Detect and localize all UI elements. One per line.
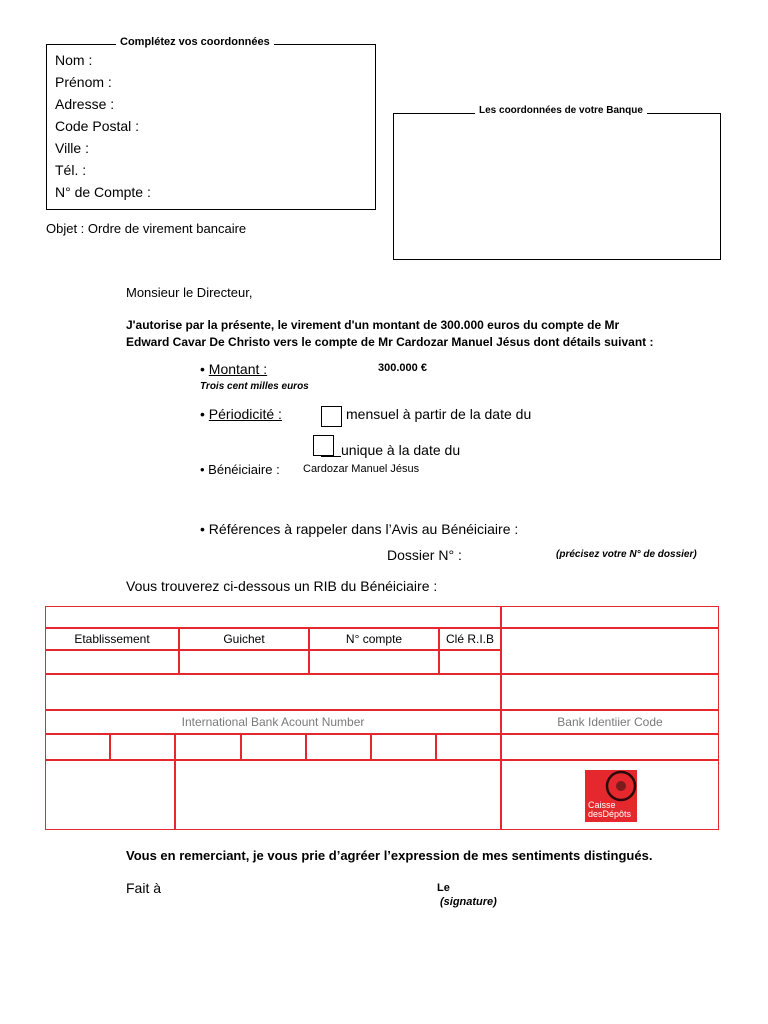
- logo-text-2: desDépôts: [588, 809, 632, 819]
- signature-label: (signature): [440, 896, 497, 908]
- unique-checkbox[interactable]: [313, 435, 334, 456]
- titulaire-line-1: Titulaire: [87, 772, 133, 788]
- periodicite-item: [200, 406, 282, 422]
- bullet: •: [200, 406, 209, 422]
- bic-placeholder: Bank Identiier Code: [501, 710, 719, 734]
- col-etablissement: Etablissement: [45, 628, 179, 650]
- iban-field-6[interactable]: [371, 734, 436, 760]
- bic-field[interactable]: [501, 734, 719, 760]
- fait-a: Fait à: [126, 880, 162, 896]
- numero-compte-field[interactable]: [309, 650, 439, 674]
- domiciliation-field[interactable]: [501, 628, 719, 674]
- periodicite-label: Périodicité :: [208, 406, 282, 422]
- domiciliation-header: Domiciliation: [501, 606, 719, 628]
- montant-label: Montant :: [208, 361, 268, 377]
- mensuel-label: mensuel à partir de la date du: [346, 406, 532, 422]
- bullet: •: [200, 361, 209, 377]
- salutation: Monsieur le Directeur,: [126, 285, 253, 300]
- iban-field-5[interactable]: [306, 734, 371, 760]
- bullet: •: [200, 521, 209, 537]
- logo-text-1: Caisse: [588, 800, 616, 810]
- objet: Objet : Ordre de virement bancaire: [46, 221, 247, 236]
- field-prenom: Prénom :: [55, 74, 112, 90]
- iban-header: IBAN Identiiant international de compte: [45, 674, 501, 710]
- bic-header: [501, 674, 719, 710]
- field-nom: Nom :: [55, 52, 93, 68]
- field-adresse: Adresse :: [55, 96, 115, 112]
- titulaire-line-3: Account owner: [67, 802, 153, 818]
- beneficiaire-label: Bénéiciaire :: [208, 462, 280, 477]
- body-line-2: Edward Cavar De Christo vers le compte de Mr Cardozar Manuel Jésus dont détails suivant :: [126, 335, 654, 349]
- coordonnees-box: [46, 44, 376, 210]
- col-cle-rib: Clé R.I.B: [439, 628, 501, 650]
- rib-header: RIB Identiiant national de compte: [45, 606, 501, 628]
- dossier-label: Dossier N° :: [387, 547, 462, 563]
- guichet-field[interactable]: [179, 650, 309, 674]
- iban-field-2[interactable]: [110, 734, 175, 760]
- le-label: Le: [437, 882, 450, 894]
- iban-field-1[interactable]: [45, 734, 110, 760]
- etablissement-field[interactable]: [45, 650, 179, 674]
- unique-label: unique à la date du: [341, 442, 461, 458]
- bic-header-line-1: BIC Identiiant international: [539, 677, 681, 691]
- field-tel: Tél. :: [55, 162, 87, 178]
- banque-box: [393, 113, 721, 260]
- banque-legend: Les coordonnées de votre Banque: [475, 105, 647, 116]
- references-item: [200, 521, 518, 537]
- caisse-des-depots-logo: [585, 770, 637, 822]
- montant-words: Trois cent milles euros: [200, 381, 309, 392]
- titulaire-field[interactable]: [175, 760, 501, 830]
- montant-item: [200, 361, 267, 377]
- titulaire-label: [45, 760, 175, 830]
- coordonnees-legend: Complétez vos coordonnées: [116, 36, 274, 48]
- references-label: Références à rappeler dans l’Avis au Bénéiciaire :: [208, 521, 519, 537]
- iban-field-3[interactable]: [175, 734, 241, 760]
- dossier-hint: (précisez votre N° de dossier): [556, 549, 697, 560]
- unique-underline: [321, 456, 341, 457]
- rib-intro: Vous trouverez ci-dessous un RIB du Bénéiciaire :: [126, 578, 438, 594]
- mensuel-checkbox[interactable]: [321, 406, 342, 427]
- field-ville: Ville :: [55, 140, 89, 156]
- col-guichet: Guichet: [179, 628, 309, 650]
- iban-field-7[interactable]: [436, 734, 501, 760]
- field-code-postal: Code Postal :: [55, 118, 140, 134]
- closing: Vous en remerciant, je vous prie d’agréer l’expression de mes sentiments distingués.: [126, 848, 653, 863]
- iban-placeholder: International Bank Acount Number: [45, 710, 501, 734]
- beneficiaire-value: Cardozar Manuel Jésus: [303, 463, 420, 475]
- bic-header-line-2: de l’établissement: [561, 692, 659, 706]
- body-line-1: J'autorise par la présente, le virement d'un montant de 300.000 euros du compte de Mr: [126, 318, 620, 332]
- beneficiaire-item: [200, 462, 280, 477]
- col-numero-compte: N° compte: [309, 628, 439, 650]
- bullet: •: [200, 462, 209, 477]
- iban-field-4[interactable]: [241, 734, 306, 760]
- field-numero-compte: N° de Compte :: [55, 184, 151, 200]
- titulaire-line-2: du compte: [79, 787, 141, 803]
- cle-rib-field[interactable]: [439, 650, 501, 674]
- montant-value: 300.000 €: [378, 362, 427, 374]
